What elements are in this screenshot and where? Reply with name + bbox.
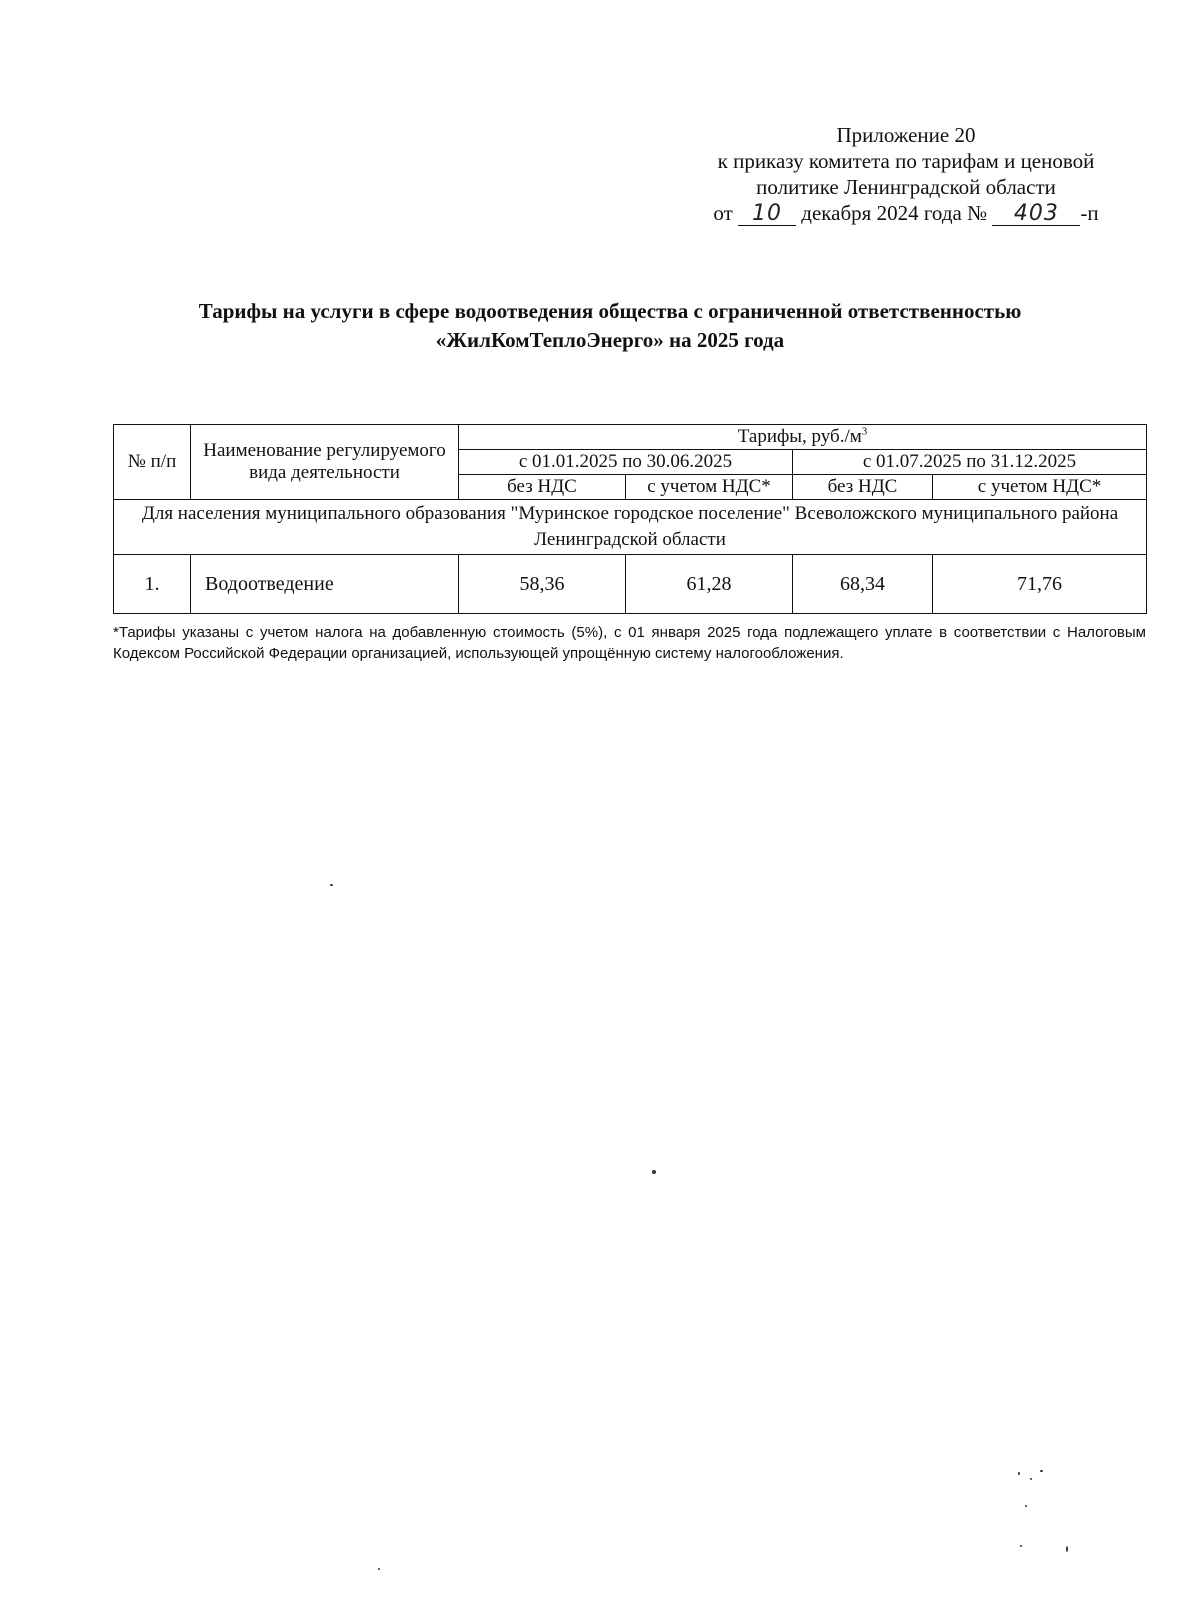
appendix-committee-line: политике Ленинградской области [756, 175, 1056, 199]
row-p1-no-vat: 58,36 [459, 555, 626, 614]
order-number-suffix: -п [1080, 201, 1099, 225]
header-p1-no-vat: без НДС [459, 475, 626, 500]
scan-speck [1025, 1505, 1027, 1507]
scan-speck [378, 1568, 380, 1570]
row-p1-with-vat: 61,28 [626, 555, 793, 614]
header-p2-no-vat: без НДС [793, 475, 933, 500]
header-tariffs [459, 425, 1147, 450]
handwritten-order-number: 403 [992, 203, 1080, 226]
appendix-header [660, 122, 1152, 226]
header-tariffs-unit-sup: 3 [861, 425, 868, 438]
header-num: № п/п [114, 425, 191, 500]
table-row [114, 555, 1147, 614]
document-title [90, 297, 1130, 355]
vat-footnote: *Тарифы указаны с учетом налога на добавленную стоимость (5%), с 01 января 2025 года подлежащего уплате в соответствии с Налоговым Кодексом Российской Федерации организацией, использующей упрощённую систему налогообложения. [113, 624, 1146, 662]
row-p2-no-vat: 68,34 [793, 555, 933, 614]
row-num: 1. [114, 555, 191, 614]
row-activity-name: Водоотведение [191, 555, 459, 614]
scan-speck [1066, 1546, 1068, 1552]
scan-speck [330, 884, 333, 886]
appendix-order-line: к приказу комитета по тарифам и ценовой [717, 149, 1095, 173]
scan-speck [1030, 1478, 1032, 1480]
date-prefix: от [713, 201, 733, 225]
title-line-1: Тарифы на услуги в сфере водоотведения общества с ограниченной ответственностью [198, 299, 1022, 323]
scan-speck [1018, 1472, 1020, 1475]
tariff-table [113, 424, 1147, 614]
handwritten-day: 10 [738, 203, 796, 226]
title-line-2: «ЖилКомТеплоЭнерго» на 2025 года [435, 328, 785, 352]
scan-speck [1040, 1470, 1043, 1472]
group-label: Для населения муниципального образования "Муринское городское поселение" Всеволожского муниципального района Ленинградской области [114, 500, 1147, 555]
scan-speck [652, 1170, 656, 1174]
date-middle: декабря 2024 года № [801, 201, 988, 225]
header-period-1: с 01.01.2025 по 30.06.2025 [459, 450, 793, 475]
header-p2-with-vat: с учетом НДС* [933, 475, 1147, 500]
scan-speck [1020, 1545, 1022, 1547]
appendix-date-line [660, 200, 1152, 226]
row-p2-with-vat: 71,76 [933, 555, 1147, 614]
header-activity-name: Наименование регулируемого вида деятельности [191, 425, 459, 500]
header-period-2: с 01.07.2025 по 31.12.2025 [793, 450, 1147, 475]
header-p1-with-vat: с учетом НДС* [626, 475, 793, 500]
header-tariffs-label: Тарифы, руб./м [737, 426, 862, 447]
appendix-title: Приложение 20 [836, 123, 976, 147]
